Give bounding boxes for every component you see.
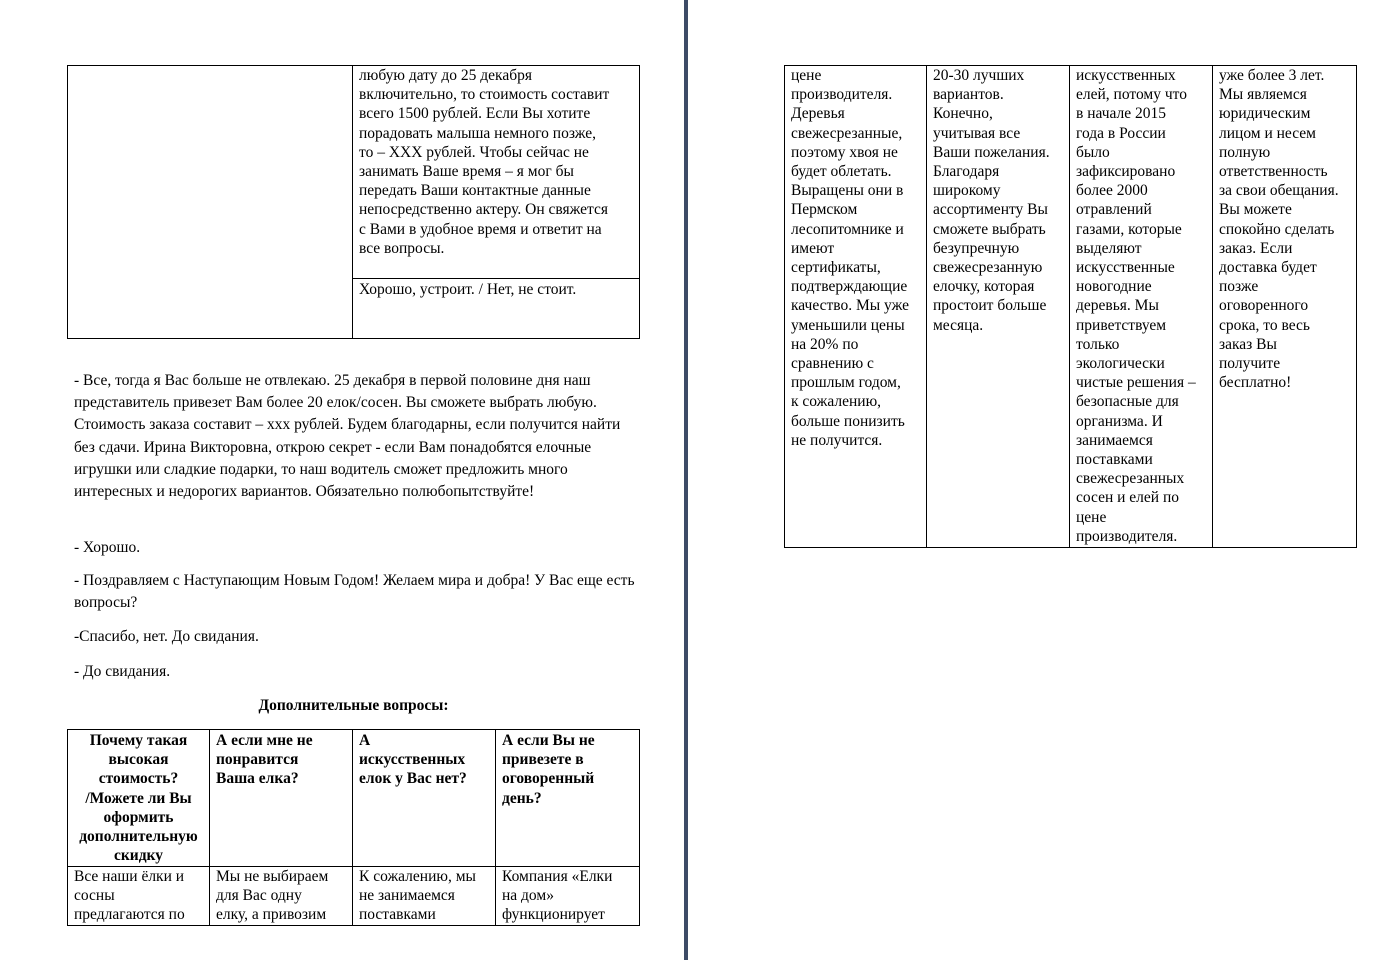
question-header-price: Почему такая высокая стоимость? /Можете ли Вы оформить дополнительную скидку	[68, 730, 210, 867]
question-header-not-like: А если мне не понравится Ваша елка?	[210, 730, 353, 867]
table-empty-cell	[68, 66, 353, 339]
question-header-late-delivery: А если Вы не привезете в оговоренный день?	[496, 730, 640, 867]
answer-cell-late-delivery: Компания «Елки на дом» функционирует	[496, 867, 640, 926]
answer-cell-artificial: К сожалению, мы не занимаемся поставками	[353, 867, 496, 926]
page-divider	[684, 0, 688, 960]
answer-cell-price: Все наши ёлки и сосны предлагаются по	[68, 867, 210, 926]
paragraph-reply-ok: - Хорошо.	[74, 539, 141, 556]
page-gutter	[680, 0, 692, 960]
paragraph-greeting: - Поздравляем с Наступающим Новым Годом! Желаем мира и добра! У Вас еще есть вопросы?	[74, 572, 635, 612]
script-continuation-table	[67, 65, 640, 339]
table-cell-client-answer: Хорошо, устроит. / Нет, не стоит.	[353, 279, 640, 339]
extra-questions-table	[67, 729, 640, 926]
paragraph-closing-offer: - Все, тогда я Вас больше не отвлекаю. 25 декабря в первой половине дня наш представитель привезет Вам более 20 елок/сосен. Вы сможете выбрать любую. Стоимость заказа составит – ххх рублей. Будем благодарны, если получится найти без сдачи. Ирина Викторовна, открою секрет - если Вам понадобятся елочные игрушки или сладкие подарки, то наш водитель сможет предложить много интересных и недорогих вариантов. Обязательно полюбопытствуйте!	[74, 372, 621, 501]
question-header-artificial: А искусственных елок у Вас нет?	[353, 730, 496, 867]
document-page-right	[692, 0, 1385, 960]
answer-cell-not-like-continued: 20-30 лучших вариантов. Конечно, учитывая все Ваши пожелания. Благодаря широкому ассортименту Вы сможете выбрать безупречную свежесрезанную елочку, которая простоит больше месяца.	[927, 66, 1070, 548]
table-cell-script-text: любую дату до 25 декабря включительно, то стоимость составит всего 1500 рублей. Если Вы хотите порадовать малыша немного позже, то – ХХХ рублей. Чтобы сейчас не занимать Ваше время – я мог бы передать Ваши контактные данные непосредственно актеру. Он свяжется с Вами в удобное время и ответит на все вопросы.	[353, 66, 640, 279]
extra-questions-heading: Дополнительные вопросы:	[258, 697, 449, 714]
answer-cell-late-delivery-continued: уже более 3 лет. Мы являемся юридическим лицом и несем полную ответственность за свои обещания. Вы можете спокойно сделать заказ. Если доставка будет позже оговоренного срока, то весь заказ Вы получите бесплатно!	[1213, 66, 1357, 548]
answer-cell-artificial-continued: искусственных елей, потому что в начале 2015 года в России было зафиксировано более 2000 отравлений газами, которые выделяют искусственные новогодние деревья. Мы приветствуем только экологически чистые решения – безопасные для организма. И занимаемся поставками свежесрезанных сосен и елей по цене производителя.	[1070, 66, 1213, 548]
paragraph-thanks-bye: -Спасибо, нет. До свидания.	[74, 628, 259, 645]
paragraph-bye: - До свидания.	[74, 663, 171, 680]
extra-questions-table-continued	[784, 65, 1357, 548]
answer-cell-not-like: Мы не выбираем для Вас одну елку, а привозим	[210, 867, 353, 926]
answer-cell-price-continued: цене производителя. Деревья свежесрезанные, поэтому хвоя не будет облетать. Выращены они в Пермском лесопитомнике и имеют сертификаты, подтверждающие качество. Мы уже уменьшили цены на 20% по сравнению с прошлым годом, к сожалению, больше понизить не получится.	[785, 66, 927, 548]
document-page-left	[0, 0, 680, 960]
